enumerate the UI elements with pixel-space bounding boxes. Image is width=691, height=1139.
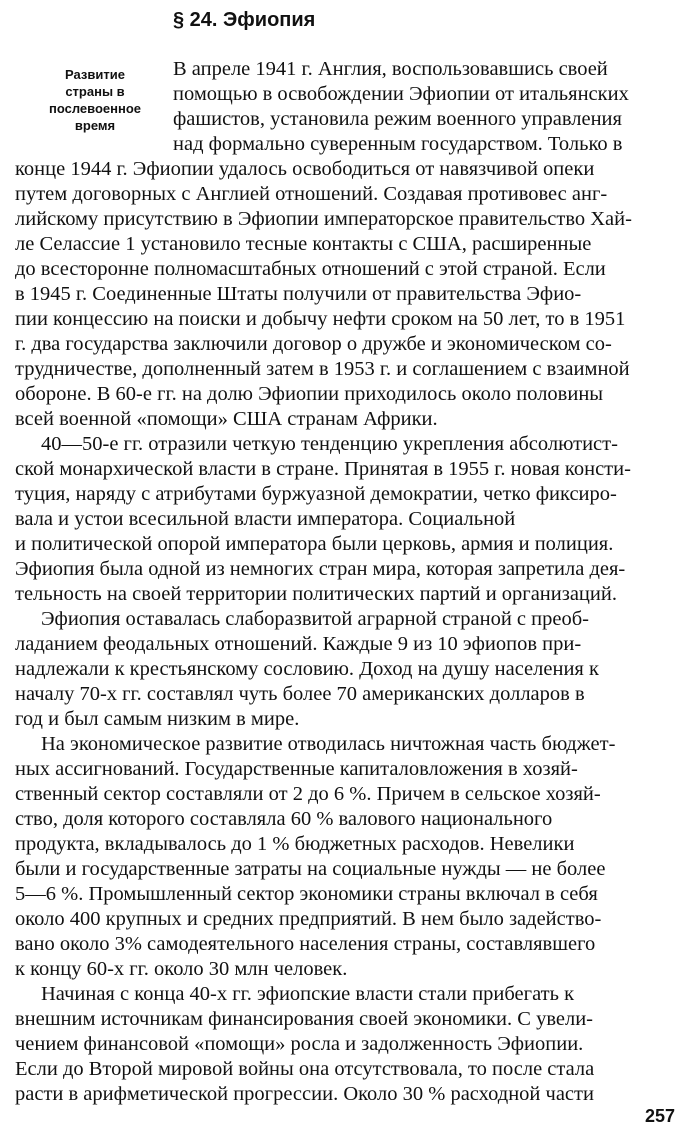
text-line: тельность на своей территории политических партий и организаций. (15, 583, 617, 605)
paragraph (15, 432, 679, 607)
text-line: В апреле 1941 г. Англия, воспользовавшись своей (173, 58, 608, 80)
margin-note-line: послевоенное (48, 101, 142, 116)
page-number: 257 (644, 1106, 675, 1126)
text-line: трудничестве, дополненный затем в 1953 г. и соглашением с взаимной (15, 358, 630, 380)
text-line: надлежали к крестьянскому сословию. Доход на душу населения к (15, 658, 599, 680)
section-heading: § 24. Эфиопия (173, 9, 316, 31)
text-line: конце 1944 г. Эфиопии удалось освободиться от навязчивой опеки (15, 158, 595, 180)
text-line: Эфиопия оставалась слаборазвитой аграрной страной с преоб- (41, 608, 589, 630)
text-line: ство, доля которого составляла 60 % валового национального (15, 808, 553, 830)
text-line: к концу 60-х гг. около 30 млн человек. (15, 958, 348, 980)
paragraph (15, 607, 679, 732)
text-line: ле Селассие 1 установило тесные контакты с США, расширенные (15, 233, 592, 255)
text-line: и политической опорой императора были церковь, армия и полиция. (15, 533, 614, 555)
text-line: На экономическое развитие отводилась ничтожная часть бюджет- (41, 733, 616, 755)
text-line: помощью в освобождении Эфиопии от итальянских (173, 83, 629, 105)
text-line: Начиная с конца 40-х гг. эфиопские власти стали прибегать к (41, 983, 575, 1005)
text-line: ственный сектор составляли от 2 до 6 %. Причем в сельское хозяй- (15, 783, 601, 805)
text-line: вала и устои всесильной власти императора. Социальной (15, 508, 516, 530)
text-line: Эфиопия была одной из немногих стран мира, которая запретила дея- (15, 558, 626, 580)
text-line: год и был самым низким в мире. (15, 708, 300, 730)
margin-note-line: страны в (65, 84, 125, 99)
text-line: внешним источникам финансирования своей экономики. С увели- (15, 1008, 594, 1030)
text-line: расти в арифметической прогрессии. Около 30 % расходной части (15, 1083, 594, 1105)
text-line: Если до Второй мировой войны она отсутствовала, то после стала (15, 1058, 595, 1080)
text-line: ных ассигнований. Государственные капиталовложения в хозяй- (15, 758, 578, 780)
text-line: ской монархической власти в стране. Принятая в 1955 г. новая консти- (15, 458, 631, 480)
margin-note-line: время (74, 118, 116, 133)
text-line: 5—6 %. Промышленный сектор экономики страны включал в себя (15, 883, 598, 905)
text-line: обороне. В 60-е гг. на долю Эфиопии приходилось около половины (15, 383, 604, 405)
text-line: 40—50-е гг. отразили четкую тенденцию укрепления абсолютист- (41, 433, 618, 455)
text-line: ладанием феодальных отношений. Каждые 9 из 10 эфиопов при- (15, 633, 582, 655)
text-line: пии концессию на поиски и добычу нефти сроком на 50 лет, то в 1951 (15, 308, 626, 330)
text-line: были и государственные затраты на социальные нужды — не более (15, 858, 606, 880)
text-line: всей военной «помощи» США странам Африки. (15, 408, 438, 430)
text-line: чением финансовой «помощи» росла и задолженность Эфиопии. (15, 1033, 584, 1055)
paragraph (15, 982, 679, 1107)
text-line: до всесторонне полномасштабных отношений с этой страной. Если (15, 258, 606, 280)
text-line: туция, наряду с атрибутами буржуазной демократии, четко фиксиро- (15, 483, 617, 505)
paragraph (15, 57, 679, 432)
margin-note-line: Развитие (65, 67, 125, 82)
text-line: началу 70-х гг. составлял чуть более 70 американских долларов в (15, 683, 585, 705)
text-line: в 1945 г. Соединенные Штаты получили от правительства Эфио- (15, 283, 582, 305)
text-line: около 400 крупных и средних предприятий. В нем было задейство- (15, 908, 602, 930)
text-line: лийскому присутствию в Эфиопии императорское правительство Хай- (15, 208, 632, 230)
text-line: г. два государства заключили договор о дружбе и экономическом со- (15, 333, 612, 355)
paragraph (15, 732, 679, 982)
text-line: путем договорных с Англией отношений. Создавая противовес анг- (15, 183, 608, 205)
text-line: над формально суверенным государством. Только в (173, 133, 623, 155)
text-line: фашистов, установила режим военного управления (173, 108, 622, 130)
text-line: продукта, вкладывалось до 1 % бюджетных расходов. Невелики (15, 833, 575, 855)
text-line: вано около 3% самодеятельного населения страны, составлявшего (15, 933, 596, 955)
